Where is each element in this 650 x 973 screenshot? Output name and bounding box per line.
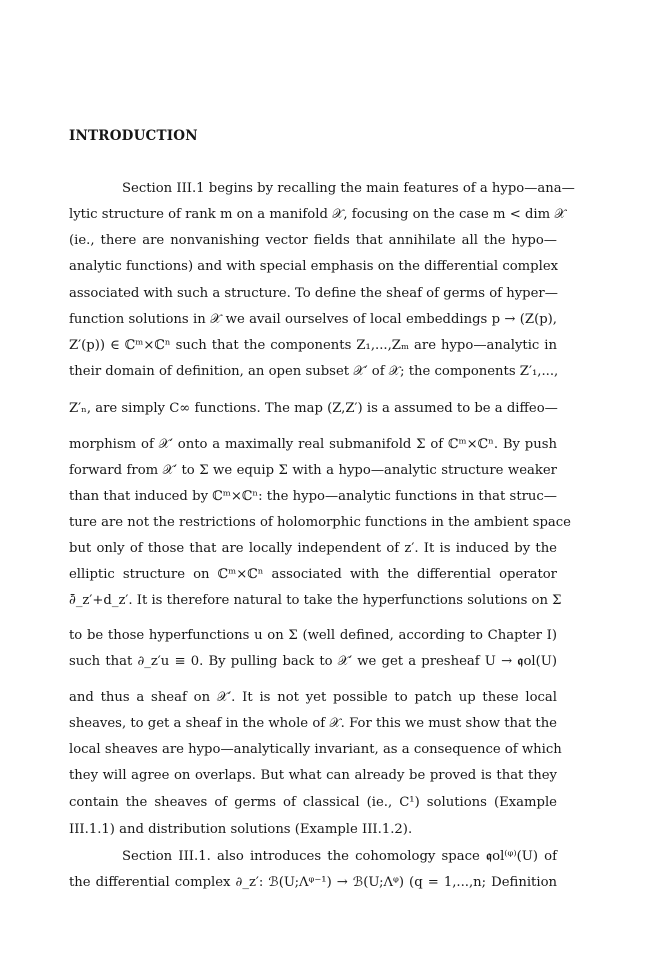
- text-line: than that induced by ℂᵐ×ℂⁿ: the hypo—analytic functions in that struc—: [69, 489, 557, 504]
- text-line: associated with such a structure. To define the sheaf of germs of hyper—: [69, 286, 558, 301]
- text-line: the differential complex ∂_z′: ℬ(U;Λᵠ⁻¹) → ℬ(U;Λᵠ) (q = 1,...,n; Definition: [69, 875, 557, 890]
- text-line: they will agree on overlaps. But what can already be proved is that they: [69, 768, 557, 783]
- text-line: local sheaves are hypo—analytically invariant, as a consequence of which: [69, 742, 562, 757]
- text-line: their domain of definition, an open subset 𝒳′ of 𝒳; the components Z′₁,...,: [69, 364, 559, 379]
- text-line: III.1.1) and distribution solutions (Example III.1.2).: [69, 822, 413, 837]
- text-line: such that ∂_z′u ≡ 0. By pulling back to 𝒳′ we get a presheaf U → 𝖖ol(U): [69, 654, 557, 669]
- text-line: analytic functions) and with special emphasis on the differential complex: [69, 259, 559, 274]
- text-line: lytic structure of rank m on a manifold 𝒳, focusing on the case m < dim 𝒳: [69, 207, 566, 222]
- text-line: (ie., there are nonvanishing vector fields that annihilate all the hypo—: [69, 233, 557, 248]
- text-line: Z′(p)) ∈ ℂᵐ×ℂⁿ such that the components Z₁,...,Zₘ are hypo—analytic in: [69, 338, 557, 353]
- text-line: function solutions in 𝒳 we avail ourselves of local embeddings p → (Z(p),: [69, 312, 557, 327]
- text-line: but only of those that are locally independent of z′. It is induced by the: [69, 541, 557, 556]
- text-line: elliptic structure on ℂᵐ×ℂⁿ associated with the differential operator: [69, 567, 557, 582]
- text-line: sheaves, to get a sheaf in the whole of 𝒳. For this we must show that the: [69, 716, 557, 731]
- text-line: contain the sheaves of germs of classical (ie., C¹) solutions (Example: [69, 795, 557, 810]
- text-line: ture are not the restrictions of holomorphic functions in the ambient space: [69, 515, 571, 530]
- text-line: morphism of 𝒳′ onto a maximally real submanifold Σ of ℂᵐ×ℂⁿ. By push: [69, 437, 557, 452]
- text-line: and thus a sheaf on 𝒳′. It is not yet possible to patch up these local: [69, 690, 557, 705]
- text-line: Z′ₙ, are simply C∞ functions. The map (Z,Z′) is a assumed to be a diffeo—: [69, 401, 558, 416]
- text-line: ∂̄_z′+d_z′. It is therefore natural to take the hyperfunctions solutions on Σ: [69, 593, 562, 608]
- section-heading: INTRODUCTION: [69, 128, 198, 144]
- text-line: Section III.1 begins by recalling the main features of a hypo—ana—: [122, 181, 575, 196]
- text-line: to be those hyperfunctions u on Σ (well defined, according to Chapter I): [69, 628, 557, 643]
- text-line: forward from 𝒳′ to Σ we equip Σ with a hypo—analytic structure weaker: [69, 463, 557, 478]
- text-line: Section III.1. also introduces the cohomology space 𝖖ol⁽ᵠ⁾(U) of: [122, 849, 557, 864]
